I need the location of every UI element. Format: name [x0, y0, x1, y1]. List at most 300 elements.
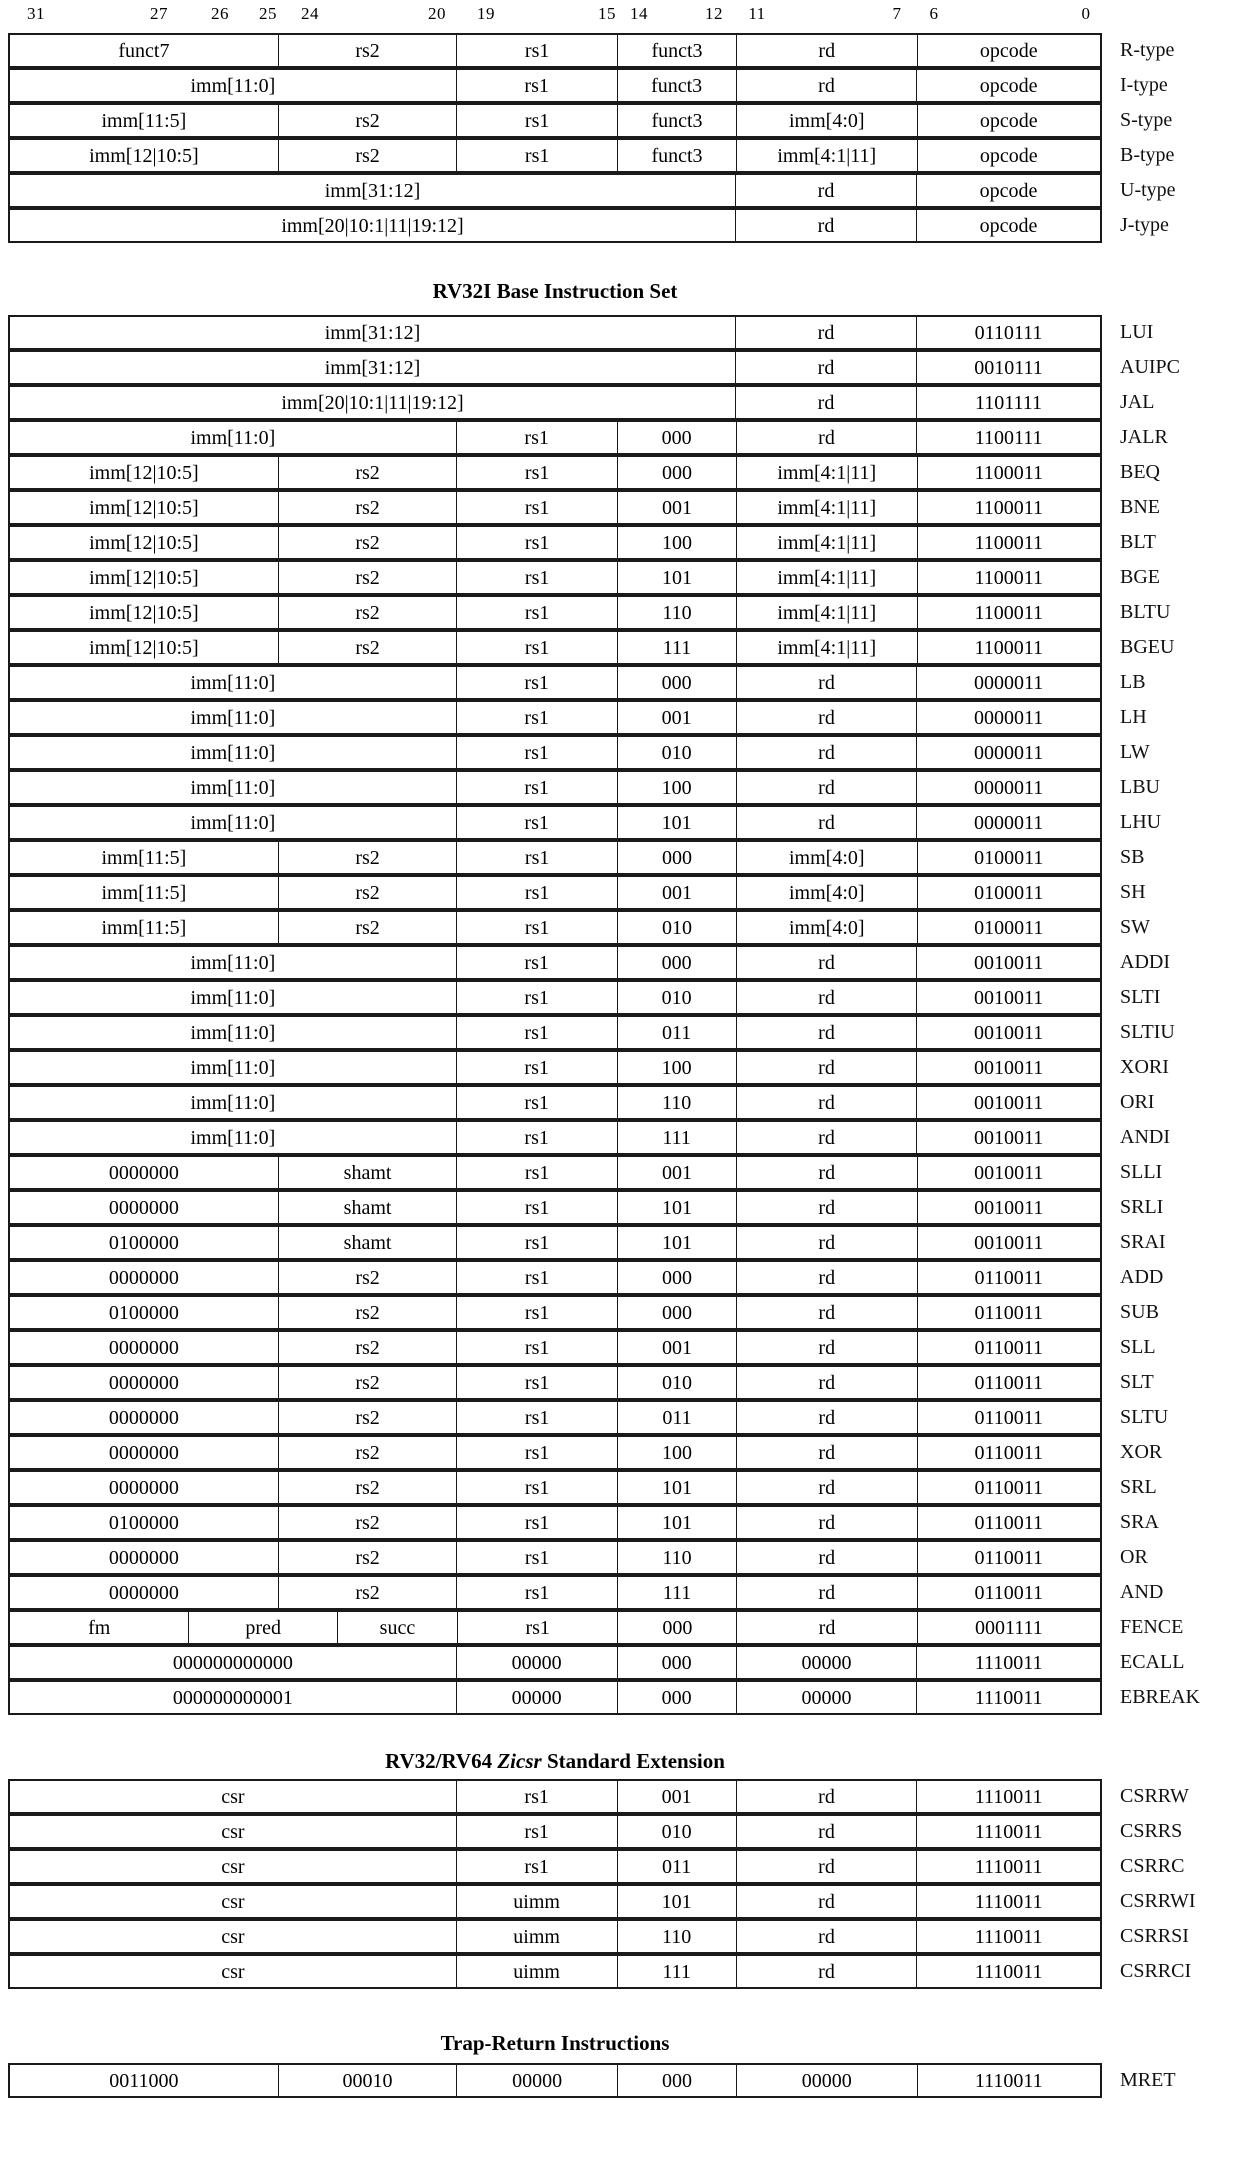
bit-position-label: 26	[211, 4, 229, 23]
field-cell-f3: funct3	[618, 35, 737, 66]
field-cell-rd: rd	[737, 1262, 918, 1293]
encoding-cells	[8, 980, 1102, 1015]
table-row	[8, 1884, 1196, 1919]
field-cell-f7rs2: imm[11:0]	[10, 772, 457, 803]
bit-position-label: 19	[477, 4, 495, 23]
field-cell-f3: 000	[618, 1612, 737, 1643]
field-cell-f3: 000	[618, 842, 737, 873]
field-cell-op: 1110011	[974, 1855, 1043, 1878]
field-cell-rd: rd	[737, 1577, 918, 1608]
field-cell-op: 1100111	[974, 426, 1043, 449]
field-cell-rs2: rs2	[279, 842, 458, 873]
field-cell-rs1: rs1	[457, 667, 618, 698]
field-cell-rd: rd	[737, 1227, 918, 1258]
field-cell-rd: rd	[736, 317, 917, 348]
field-cell-rs1: rs1	[457, 772, 618, 803]
field-cell-rs2: shamt	[279, 1227, 458, 1258]
field-cell-f3: 101	[618, 1227, 737, 1258]
encoding-cells	[8, 173, 1102, 208]
mnemonic-label: JALR	[1120, 426, 1168, 448]
encoding-cells	[8, 1435, 1102, 1470]
field-cell-f7rs2: csr	[10, 1886, 457, 1917]
encoding-cells	[8, 525, 1102, 560]
table-row	[8, 630, 1175, 665]
field-cell-f3: 000	[618, 1297, 737, 1328]
table-row	[8, 1435, 1163, 1470]
field-cell-f7rs2: 000000000000	[10, 1647, 457, 1678]
mnemonic-label: SLTI	[1120, 986, 1161, 1008]
encoding-cells	[8, 1400, 1102, 1435]
field-cell-rd: rd	[737, 737, 918, 768]
field-cell-f7rs2: 000000000001	[10, 1682, 457, 1713]
field-cell-f3: 001	[618, 1332, 737, 1363]
field-cell-rs2: rs2	[279, 1507, 458, 1538]
mnemonic-label: U-type	[1120, 179, 1176, 201]
table-row	[8, 1085, 1155, 1120]
field-cell-f7rs2: imm[11:0]	[10, 1087, 457, 1118]
field-cell-f7rs2: imm[11:0]	[10, 422, 457, 453]
bit-position-label: 11	[748, 4, 766, 23]
encoding-cells	[8, 1155, 1102, 1190]
field-cell-op: 1100011	[974, 636, 1044, 659]
field-cell-op: 1100011	[974, 461, 1044, 484]
encoding-cells	[8, 208, 1102, 243]
field-cell-rd: imm[4:1|11]	[737, 492, 918, 523]
encoding-cells	[8, 1505, 1102, 1540]
mnemonic-label: SH	[1120, 881, 1146, 903]
mnemonic-label: SRL	[1120, 1476, 1157, 1498]
field-cell-op: 0010011	[974, 1231, 1044, 1254]
field-cell-op: opcode	[979, 179, 1038, 202]
mnemonic-label: AUIPC	[1120, 356, 1181, 378]
field-cell-f3: 001	[618, 1157, 737, 1188]
field-cell-rs2: rs2	[279, 912, 458, 943]
field-cell-f7: imm[12|10:5]	[10, 632, 279, 663]
field-cell-fm: fm	[10, 1612, 189, 1643]
encoding-cells	[8, 735, 1102, 770]
bit-ruler	[8, 0, 1102, 33]
field-cell-f3: funct3	[618, 140, 737, 171]
field-cell-f3: 000	[618, 457, 737, 488]
field-cell-rs1: rs1	[457, 947, 618, 978]
mnemonic-label: BGE	[1120, 566, 1160, 588]
field-cell-f3: 000	[618, 1262, 737, 1293]
field-cell-rd: rd	[737, 1367, 918, 1398]
encoding-cells	[8, 875, 1102, 910]
field-cell-op: opcode	[979, 39, 1038, 62]
field-cell-rs1: uimm	[457, 1921, 618, 1952]
field-cell-op: 0010011	[974, 1126, 1044, 1149]
field-cell-op: 0110011	[974, 1511, 1044, 1534]
field-cell-f3: 101	[618, 1886, 737, 1917]
field-cell-rd: imm[4:1|11]	[737, 527, 918, 558]
encoding-cells	[8, 1575, 1102, 1610]
zicsr-title-italic: Zicsr	[497, 1749, 542, 1773]
field-cell-rd: rd	[737, 1612, 917, 1643]
bit-position-label: 7	[892, 4, 902, 23]
encoding-cells	[8, 1919, 1102, 1954]
field-cell-f7: imm[12|10:5]	[10, 457, 279, 488]
field-cell-op: opcode	[979, 109, 1038, 132]
field-cell-f7rs2: csr	[10, 1956, 457, 1987]
field-cell-f3: 101	[618, 1192, 737, 1223]
field-cell-f3: 000	[618, 947, 737, 978]
field-cell-rd: rd	[737, 1017, 918, 1048]
field-cell-op: 0110011	[974, 1441, 1044, 1464]
field-cell-rd: rd	[737, 1122, 918, 1153]
table-row	[8, 1779, 1189, 1814]
mnemonic-label: XORI	[1120, 1056, 1169, 1078]
field-cell-rs2: rs2	[279, 1297, 458, 1328]
bit-position-label: 12	[705, 4, 723, 23]
field-cell-rs1: rs1	[457, 982, 618, 1013]
encoding-cells	[8, 1260, 1102, 1295]
mnemonic-label: I-type	[1120, 74, 1168, 96]
field-cell-f3: 000	[618, 667, 737, 698]
table-row	[8, 980, 1161, 1015]
field-cell-rs1: rs1	[457, 702, 618, 733]
field-cell-op: 0010011	[974, 951, 1044, 974]
field-cell-f3: 001	[618, 702, 737, 733]
mnemonic-label: AND	[1120, 1581, 1164, 1603]
table-row	[8, 173, 1176, 208]
field-cell-op: 0000011	[974, 671, 1044, 694]
mnemonic-label: B-type	[1120, 144, 1175, 166]
field-cell-f7: 0000000	[10, 1577, 279, 1608]
field-cell-rd: imm[4:0]	[737, 105, 918, 136]
encoding-cells	[8, 595, 1102, 630]
mnemonic-label: JAL	[1120, 391, 1155, 413]
field-cell-f3: 011	[618, 1017, 737, 1048]
field-cell-rd: imm[4:1|11]	[737, 140, 918, 171]
field-cell-f3: 101	[618, 1507, 737, 1538]
encoding-cells	[8, 1540, 1102, 1575]
zicsr-instruction-table	[8, 1779, 1196, 1989]
field-cell-op: 1110011	[974, 1925, 1043, 1948]
field-cell-rs1: rs1	[457, 1122, 618, 1153]
field-cell-rs1: rs1	[457, 1297, 618, 1328]
field-cell-rs1: 00000	[457, 1647, 618, 1678]
table-row	[8, 455, 1160, 490]
field-cell-f7f3: imm[31:12]	[10, 175, 736, 206]
mnemonic-label: LH	[1120, 706, 1147, 728]
field-cell-f7: 0000000	[10, 1367, 279, 1398]
table-row	[8, 420, 1168, 455]
table-row	[8, 1610, 1184, 1645]
mnemonic-label: FENCE	[1120, 1616, 1184, 1638]
field-cell-rs1: 00000	[457, 2065, 618, 2096]
mnemonic-label: BLT	[1120, 531, 1156, 553]
table-row	[8, 560, 1160, 595]
field-cell-rs1: rs1	[457, 1262, 618, 1293]
bit-position-label: 0	[1081, 4, 1091, 23]
encoding-cells	[8, 420, 1102, 455]
field-cell-rs2: rs2	[279, 1437, 458, 1468]
field-cell-rs2: rs2	[279, 1577, 458, 1608]
mnemonic-label: CSRRWI	[1120, 1890, 1196, 1912]
encoding-cells	[8, 1779, 1102, 1814]
mnemonic-label: LW	[1120, 741, 1150, 763]
table-row	[8, 770, 1160, 805]
field-cell-rd: 00000	[737, 1647, 918, 1678]
table-row	[8, 1680, 1200, 1715]
bit-position-label: 24	[301, 4, 319, 23]
instruction-format-table	[8, 33, 1176, 243]
field-cell-f7rs2: imm[11:0]	[10, 1017, 457, 1048]
table-row	[8, 138, 1175, 173]
field-cell-f3: funct3	[618, 105, 737, 136]
table-row	[8, 1540, 1148, 1575]
field-cell-op: 0000011	[974, 776, 1044, 799]
mnemonic-label: EBREAK	[1120, 1686, 1200, 1708]
encoding-cells	[8, 138, 1102, 173]
bit-position-label: 6	[929, 4, 939, 23]
field-cell-rs1: rs1	[457, 737, 618, 768]
field-cell-rs2: rs2	[279, 527, 458, 558]
bit-position-label: 15	[598, 4, 616, 23]
field-cell-rd: rd	[737, 1332, 918, 1363]
encoding-cells	[8, 1330, 1102, 1365]
table-row	[8, 805, 1162, 840]
mnemonic-label: SLL	[1120, 1336, 1156, 1358]
field-cell-rd: rd	[737, 1087, 918, 1118]
mnemonic-label: S-type	[1120, 109, 1173, 131]
encoding-cells	[8, 1610, 1102, 1645]
field-cell-f3: 010	[618, 912, 737, 943]
field-cell-op: 1110011	[974, 1820, 1043, 1843]
field-cell-f3: 111	[618, 1956, 737, 1987]
field-cell-rs1: rs1	[457, 1192, 618, 1223]
field-cell-f3: 011	[618, 1402, 737, 1433]
trap-instruction-table	[8, 2063, 1176, 2098]
field-cell-f7rs2: imm[11:0]	[10, 947, 457, 978]
bit-position-label: 31	[27, 4, 45, 23]
encoding-cells	[8, 1365, 1102, 1400]
table-row	[8, 1295, 1159, 1330]
field-cell-f3: 111	[618, 1577, 737, 1608]
field-cell-rd: rd	[736, 387, 917, 418]
field-cell-rd: imm[4:0]	[737, 912, 918, 943]
mnemonic-label: BEQ	[1120, 461, 1160, 483]
field-cell-pred: pred	[189, 1612, 338, 1643]
field-cell-f7rs2: imm[11:0]	[10, 982, 457, 1013]
mnemonic-label: SLTIU	[1120, 1021, 1175, 1043]
field-cell-rs1: rs1	[457, 492, 618, 523]
field-cell-rs1: rs1	[457, 1332, 618, 1363]
field-cell-op: 0110011	[974, 1336, 1044, 1359]
bit-position-label: 14	[630, 4, 648, 23]
field-cell-f7: 0000000	[10, 1402, 279, 1433]
field-cell-f3: 001	[618, 1781, 737, 1812]
mnemonic-label: XOR	[1120, 1441, 1163, 1463]
field-cell-op: 0010111	[974, 356, 1043, 379]
encoding-cells	[8, 1645, 1102, 1680]
field-cell-rd: rd	[736, 352, 917, 383]
bit-position-label: 20	[428, 4, 446, 23]
mnemonic-label: CSRRSI	[1120, 1925, 1189, 1947]
mnemonic-label: SRA	[1120, 1511, 1159, 1533]
field-cell-op: 0110011	[974, 1371, 1044, 1394]
field-cell-f7: 0000000	[10, 1157, 279, 1188]
field-cell-op: opcode	[979, 74, 1038, 97]
field-cell-op: 1110011	[974, 1960, 1043, 1983]
field-cell-succ: succ	[338, 1612, 458, 1643]
encoding-cells	[8, 1814, 1102, 1849]
table-row	[8, 1954, 1192, 1989]
field-cell-f7: 0000000	[10, 1437, 279, 1468]
field-cell-rd: rd	[737, 1472, 918, 1503]
field-cell-rs1: rs1	[457, 1816, 618, 1847]
field-cell-rs1: rs1	[457, 877, 618, 908]
field-cell-rs1: 00000	[457, 1682, 618, 1713]
field-cell-f3: 110	[618, 1921, 737, 1952]
field-cell-rd: rd	[737, 667, 918, 698]
encoding-cells	[8, 1680, 1102, 1715]
field-cell-rd: rd	[737, 982, 918, 1013]
field-cell-f3: 100	[618, 527, 737, 558]
field-cell-f3: 110	[618, 1087, 737, 1118]
mnemonic-label: BNE	[1120, 496, 1160, 518]
mnemonic-label: J-type	[1120, 214, 1169, 236]
encoding-cells	[8, 1884, 1102, 1919]
field-cell-rs1: rs1	[457, 527, 618, 558]
table-row	[8, 1919, 1189, 1954]
field-cell-rd: imm[4:1|11]	[737, 632, 918, 663]
bit-position-label: 27	[150, 4, 168, 23]
field-cell-rs2: rs2	[279, 105, 458, 136]
field-cell-f7: funct7	[10, 35, 279, 66]
field-cell-op: 0110011	[974, 1301, 1044, 1324]
field-cell-op: opcode	[979, 144, 1038, 167]
mnemonic-label: ANDI	[1120, 1126, 1170, 1148]
encoding-cells	[8, 490, 1102, 525]
field-cell-rd: imm[4:1|11]	[737, 457, 918, 488]
table-row	[8, 1575, 1164, 1610]
mnemonic-label: SRLI	[1120, 1196, 1164, 1218]
field-cell-rd: rd	[736, 175, 917, 206]
field-cell-rs1: rs1	[457, 70, 618, 101]
field-cell-f7rs2: imm[11:0]	[10, 737, 457, 768]
field-cell-rd: rd	[737, 947, 918, 978]
field-cell-rs1: rs1	[457, 1087, 618, 1118]
table-row	[8, 1470, 1157, 1505]
mnemonic-label: MRET	[1120, 2069, 1176, 2091]
table-row	[8, 700, 1147, 735]
field-cell-rs2: 00010	[279, 2065, 458, 2096]
field-cell-f3: 010	[618, 1816, 737, 1847]
encoding-cells	[8, 770, 1102, 805]
mnemonic-label: CSRRS	[1120, 1820, 1183, 1842]
field-cell-rs1: rs1	[457, 1017, 618, 1048]
field-cell-rs1: rs1	[457, 842, 618, 873]
mnemonic-label: OR	[1120, 1546, 1148, 1568]
field-cell-f7: 0000000	[10, 1332, 279, 1363]
encoding-cells	[8, 630, 1102, 665]
mnemonic-label: SLLI	[1120, 1161, 1163, 1183]
encoding-cells	[8, 560, 1102, 595]
field-cell-rs1: rs1	[457, 1157, 618, 1188]
field-cell-f3: 010	[618, 737, 737, 768]
field-cell-rs2: rs2	[279, 492, 458, 523]
table-row	[8, 1505, 1159, 1540]
field-cell-rs1: rs1	[457, 422, 618, 453]
field-cell-rs1: rs1	[457, 1227, 618, 1258]
trap-title-text: Trap-Return Instructions	[440, 2031, 670, 2055]
mnemonic-label: SUB	[1120, 1301, 1159, 1323]
field-cell-f3: 101	[618, 1472, 737, 1503]
field-cell-op: 1101111	[974, 391, 1042, 414]
table-row	[8, 1015, 1175, 1050]
field-cell-f7: imm[11:5]	[10, 105, 279, 136]
field-cell-f7f3: imm[20|10:1|11|19:12]	[10, 387, 736, 418]
field-cell-op: 1100011	[974, 496, 1044, 519]
mnemonic-label: BGEU	[1120, 636, 1175, 658]
field-cell-op: 0110011	[974, 1406, 1044, 1429]
encoding-cells	[8, 1085, 1102, 1120]
field-cell-rd: imm[4:0]	[737, 842, 918, 873]
mnemonic-label: ORI	[1120, 1091, 1155, 1113]
mnemonic-label: R-type	[1120, 39, 1175, 61]
mnemonic-label: SW	[1120, 916, 1150, 938]
field-cell-rs1: rs1	[458, 1612, 619, 1643]
field-cell-f7: imm[11:5]	[10, 912, 279, 943]
field-cell-rd: 00000	[737, 2065, 918, 2096]
field-cell-op: 0010011	[974, 1021, 1044, 1044]
encoding-cells	[8, 350, 1102, 385]
mnemonic-label: LB	[1120, 671, 1146, 693]
table-row	[8, 1225, 1166, 1260]
field-cell-op: 1110011	[974, 1890, 1043, 1913]
field-cell-rd: rd	[737, 1507, 918, 1538]
field-cell-f7: imm[12|10:5]	[10, 597, 279, 628]
table-row	[8, 1849, 1185, 1884]
mnemonic-label: ADDI	[1120, 951, 1170, 973]
field-cell-op: 0000011	[974, 811, 1044, 834]
mnemonic-label: SB	[1120, 846, 1145, 868]
encoding-cells	[8, 700, 1102, 735]
field-cell-rd: imm[4:1|11]	[737, 597, 918, 628]
field-cell-rs1: rs1	[457, 1367, 618, 1398]
field-cell-rd: rd	[737, 1886, 918, 1917]
encoding-cells	[8, 945, 1102, 980]
table-row	[8, 2063, 1176, 2098]
field-cell-rd: rd	[736, 210, 917, 241]
encoding-cells	[8, 910, 1102, 945]
table-row	[8, 208, 1169, 243]
field-cell-rd: rd	[737, 1402, 918, 1433]
field-cell-rs2: rs2	[279, 1402, 458, 1433]
zicsr-title-post: Standard Extension	[541, 1749, 725, 1773]
field-cell-rs1: uimm	[457, 1886, 618, 1917]
field-cell-op: 0010011	[974, 1056, 1044, 1079]
field-cell-rs1: rs1	[457, 632, 618, 663]
field-cell-f7: 0100000	[10, 1297, 279, 1328]
field-cell-rs1: rs1	[457, 140, 618, 171]
field-cell-f7: 0000000	[10, 1192, 279, 1223]
table-row	[8, 1050, 1169, 1085]
table-row	[8, 1190, 1164, 1225]
field-cell-f3: 010	[618, 982, 737, 1013]
field-cell-rs1: rs1	[457, 1052, 618, 1083]
field-cell-rd: rd	[737, 1921, 918, 1952]
field-cell-f7: imm[11:5]	[10, 877, 279, 908]
field-cell-op: 1100011	[974, 531, 1044, 554]
field-cell-op: 1110011	[974, 1686, 1043, 1709]
field-cell-rd: rd	[737, 1192, 918, 1223]
field-cell-f7rs2: imm[11:0]	[10, 1052, 457, 1083]
encoding-cells	[8, 315, 1102, 350]
field-cell-op: 0001111	[974, 1616, 1043, 1639]
